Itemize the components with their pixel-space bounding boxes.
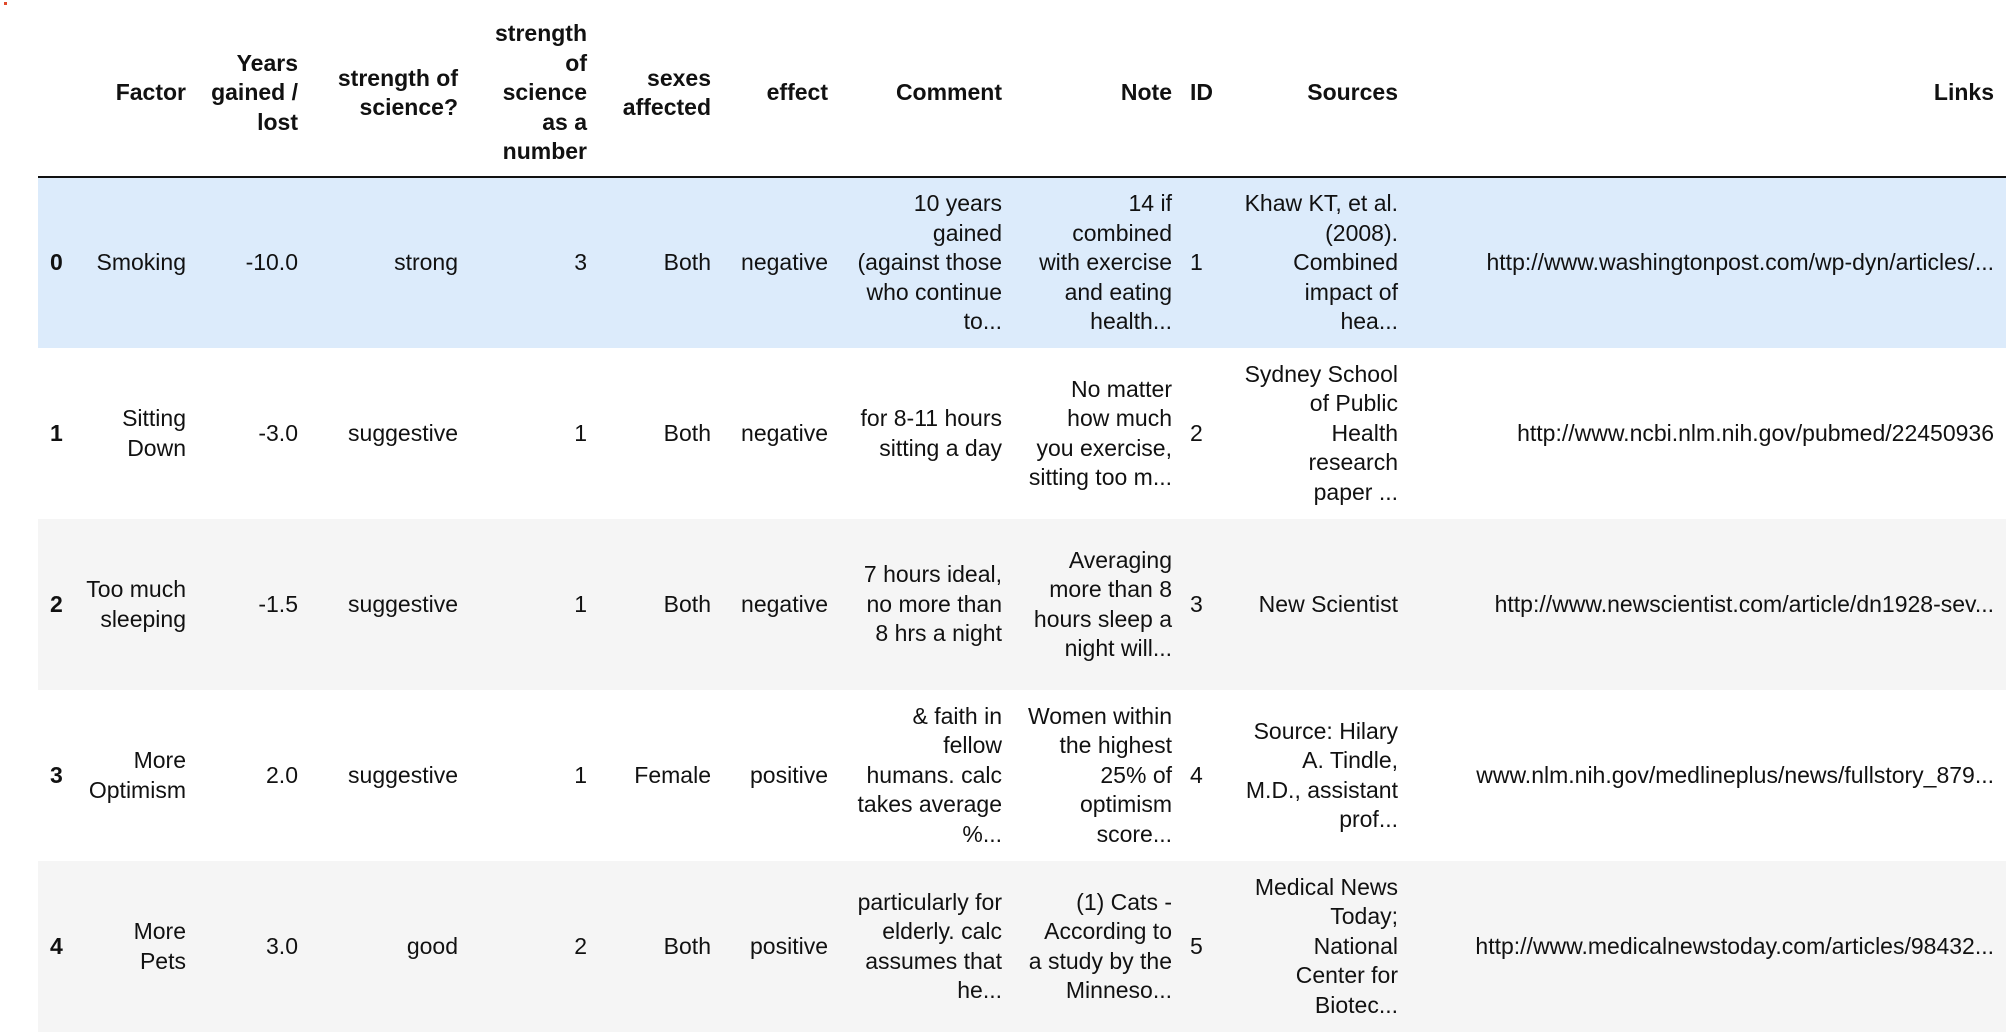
row-index: 2 (50, 590, 63, 617)
cell-factor: Smoking (96, 249, 186, 276)
col-header-sexes: sexes affected (599, 10, 723, 177)
col-header-strength-number: strength of science as a number (470, 10, 599, 177)
cell-id: 1 (1190, 249, 1203, 276)
cell-sexes: Both (663, 419, 711, 446)
col-header-links: Links (1410, 10, 2006, 177)
cell-note: 14 if combined with exercise and eating health... (1039, 190, 1172, 335)
cell-sexes: Female (634, 761, 711, 788)
cell-effect: negative (741, 419, 828, 446)
row-index: 0 (50, 249, 63, 276)
row-index: 3 (50, 761, 63, 788)
cell-note: No matter how much you exercise, sitting too m... (1028, 375, 1172, 490)
cell-comment: particularly for elderly. calc assumes that he... (857, 888, 1002, 1003)
table-row[interactable] (38, 861, 2006, 1032)
cell-comment: for 8-11 hours sitting a day (860, 405, 1002, 461)
cell-sexes: Both (663, 932, 711, 959)
cell-id: 2 (1190, 419, 1203, 446)
cell-effect: positive (750, 932, 828, 959)
cell-links: http://www.medicalnewstoday.com/articles/98432... (1475, 932, 1994, 959)
col-header-sources: Sources (1232, 10, 1410, 177)
cell-sources: Khaw KT, et al. (2008). Combined impact of hea... (1244, 190, 1398, 335)
table-row[interactable] (38, 348, 2006, 519)
cell-years: -3.0 (258, 419, 298, 446)
cell-sources: Source: Hilary A. Tindle, M.D., assistant prof... (1245, 717, 1398, 832)
cell-strength-number: 3 (574, 249, 587, 276)
cell-note: Women within the highest 25% of optimism score... (1027, 702, 1172, 847)
cell-strength: suggestive (348, 590, 458, 617)
col-header-note: Note (1014, 10, 1184, 177)
cell-id: 5 (1190, 932, 1203, 959)
row-index: 4 (50, 932, 63, 959)
col-header-years: Years gained / lost (198, 10, 310, 177)
cell-id: 3 (1190, 590, 1203, 617)
cell-strength-number: 2 (574, 932, 587, 959)
cell-note: (1) Cats - According to a study by the Minneso... (1028, 888, 1172, 1003)
cell-links: http://www.ncbi.nlm.nih.gov/pubmed/22450936 (1517, 419, 1994, 446)
dataframe-table (38, 10, 2006, 1032)
col-header-strength: strength of science? (310, 10, 470, 177)
cell-strength-number: 1 (574, 590, 587, 617)
cell-years: 3.0 (266, 932, 298, 959)
cell-comment: & faith in fellow humans. calc takes average %... (857, 702, 1002, 847)
table-row[interactable] (38, 177, 2006, 348)
col-header-comment: Comment (840, 10, 1014, 177)
cell-strength: good (406, 932, 458, 959)
cell-sexes: Both (663, 249, 711, 276)
col-header-id: ID (1184, 10, 1232, 177)
cell-strength: strong (394, 249, 458, 276)
cell-links: http://www.washingtonpost.com/wp-dyn/articles/... (1486, 249, 1994, 276)
cell-factor: More Pets (133, 918, 186, 974)
col-header-factor: Factor (72, 10, 198, 177)
cell-strength-number: 1 (574, 761, 587, 788)
cell-note: Averaging more than 8 hours sleep a night will... (1033, 546, 1172, 661)
cell-links: www.nlm.nih.gov/medlineplus/news/fullstory_879... (1476, 761, 1994, 788)
cell-comment: 7 hours ideal, no more than 8 hrs a night (863, 561, 1002, 647)
col-header-effect: effect (723, 10, 840, 177)
cell-sexes: Both (663, 590, 711, 617)
cell-factor: Too much sleeping (86, 576, 186, 632)
cell-sources: Medical News Today; National Center for Biotec... (1254, 873, 1398, 1018)
cell-effect: positive (750, 761, 828, 788)
cell-effect: negative (741, 590, 828, 617)
row-index: 1 (50, 419, 63, 446)
cell-comment: 10 years gained (against those who continue to... (857, 190, 1002, 335)
cell-strength: suggestive (348, 419, 458, 446)
header-row (38, 10, 2006, 177)
cell-factor: Sitting Down (122, 405, 186, 461)
cell-years: 2.0 (266, 761, 298, 788)
table-row[interactable] (38, 690, 2006, 861)
cell-sources: New Scientist (1258, 590, 1398, 617)
cell-strength-number: 1 (574, 419, 587, 446)
cell-years: -1.5 (258, 590, 298, 617)
cell-strength: suggestive (348, 761, 458, 788)
cell-id: 4 (1190, 761, 1203, 788)
index-header (38, 10, 72, 177)
cell-factor: More Optimism (88, 747, 186, 803)
corner-marker (4, 2, 7, 5)
cell-links: http://www.newscientist.com/article/dn1928-sev... (1494, 590, 1994, 617)
cell-effect: negative (741, 249, 828, 276)
cell-years: -10.0 (245, 249, 298, 276)
table-row[interactable] (38, 519, 2006, 690)
cell-sources: Sydney School of Public Health research paper ... (1244, 360, 1398, 505)
